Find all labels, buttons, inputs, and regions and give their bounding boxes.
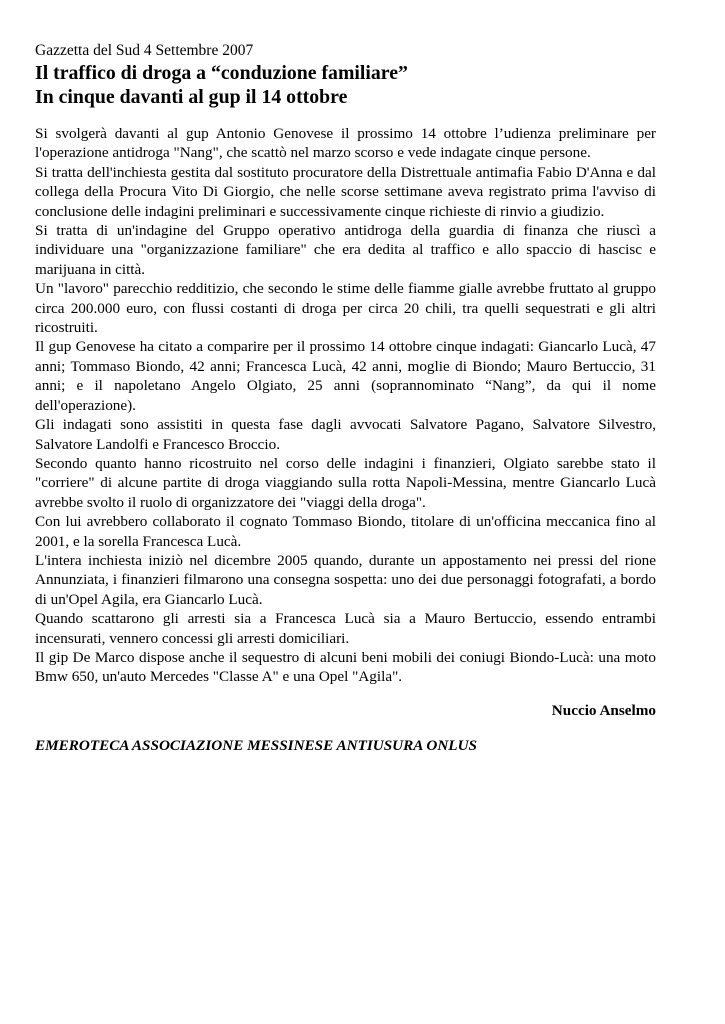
author-byline: Nuccio Anselmo: [551, 701, 656, 719]
headline-line-2: In cinque davanti al gup il 14 ottobre: [35, 86, 348, 108]
article-body: [35, 124, 656, 687]
source-line: Gazzetta del Sud 4 Settembre 2007: [35, 42, 254, 59]
paragraph: Si tratta dell'inchiesta gestita dal sostituto procuratore della Distrettuale antimafia Fabio D'Anna e dal collega della Procura Vito Di Giorgio, che nelle scorse settimane aveva registrato prima l'avviso di conclusione delle indagini preliminari e successivamente cinque richieste di rinvio a giudizio.: [35, 163, 656, 220]
paragraph: Il gip De Marco dispose anche il sequestro di alcuni beni mobili dei coniugi Biondo-Lucà: una moto Bmw 650, un'auto Mercedes "Classe A" e una Opel "Agila".: [35, 648, 656, 686]
paragraph: Con lui avrebbero collaborato il cognato Tommaso Biondo, titolare di un'officina meccanica fino al 2001, e la sorella Francesca Lucà.: [35, 513, 656, 550]
paragraph: Gli indagati sono assistiti in questa fase dagli avvocati Salvatore Pagano, Salvatore Silvestro, Salvatore Landolfi e Francesco Broccio.: [35, 416, 656, 453]
paragraph: L'intera inchiesta iniziò nel dicembre 2005 quando, durante un appostamento nei pressi del rione Annunziata, i finanzieri filmarono una consegna sospetta: uno dei due personaggi fotografati, a bordo di un'Opel Agila, era Giancarlo Lucà.: [35, 551, 656, 608]
paragraph: Si tratta di un'indagine del Gruppo operativo antidroga della guardia di finanza che riuscì a individuare una "organizzazione familiare" che era dedita al traffico e allo spaccio di hascisc e marijuana in città.: [35, 222, 656, 278]
paragraph: Quando scattarono gli arresti sia a Francesca Lucà sia a Mauro Bertuccio, essendo entrambi incensurati, vennero concessi gli arresti domiciliari.: [35, 610, 656, 647]
paragraph: Si svolgerà davanti al gup Antonio Genovese il prossimo 14 ottobre l’udienza preliminare per l'operazione antidroga "Nang", che scattò nel marzo scorso e vede indagate cinque persone.: [35, 125, 656, 162]
paragraph: Il gup Genovese ha citato a comparire per il prossimo 14 ottobre cinque indagati: Giancarlo Lucà, 47 anni; Tommaso Biondo, 42 anni; Francesca Lucà, 42 anni, moglie di Biondo; Mauro Bertuccio, 31 anni; e il napoletano Angelo Olgiato, 25 anni (soprannominato “Nang”, da qui il nome dell'operazione).: [35, 338, 656, 414]
paragraph: Un "lavoro" parecchio redditizio, che secondo le stime delle fiamme gialle avrebbe fruttato al gruppo circa 200.000 euro, con flussi costanti di droga per circa 20 chili, tra quelli sequestrati e gli altri ricostruiti.: [35, 280, 656, 337]
archive-footer: EMEROTECA ASSOCIAZIONE MESSINESE ANTIUSURA ONLUS: [35, 737, 477, 755]
article-page: [35, 40, 656, 756]
headline-line-1: Il traffico di droga a “conduzione familiare”: [35, 62, 408, 84]
paragraph: Secondo quanto hanno ricostruito nel corso delle indagini i finanzieri, Olgiato sarebbe stato il "corriere" di alcune partite di droga viaggiando sulla rotta Napoli-Messina, mentre Giancarlo Lucà avrebbe svolto il ruolo di organizzatore dei "viaggi della droga".: [35, 454, 656, 511]
